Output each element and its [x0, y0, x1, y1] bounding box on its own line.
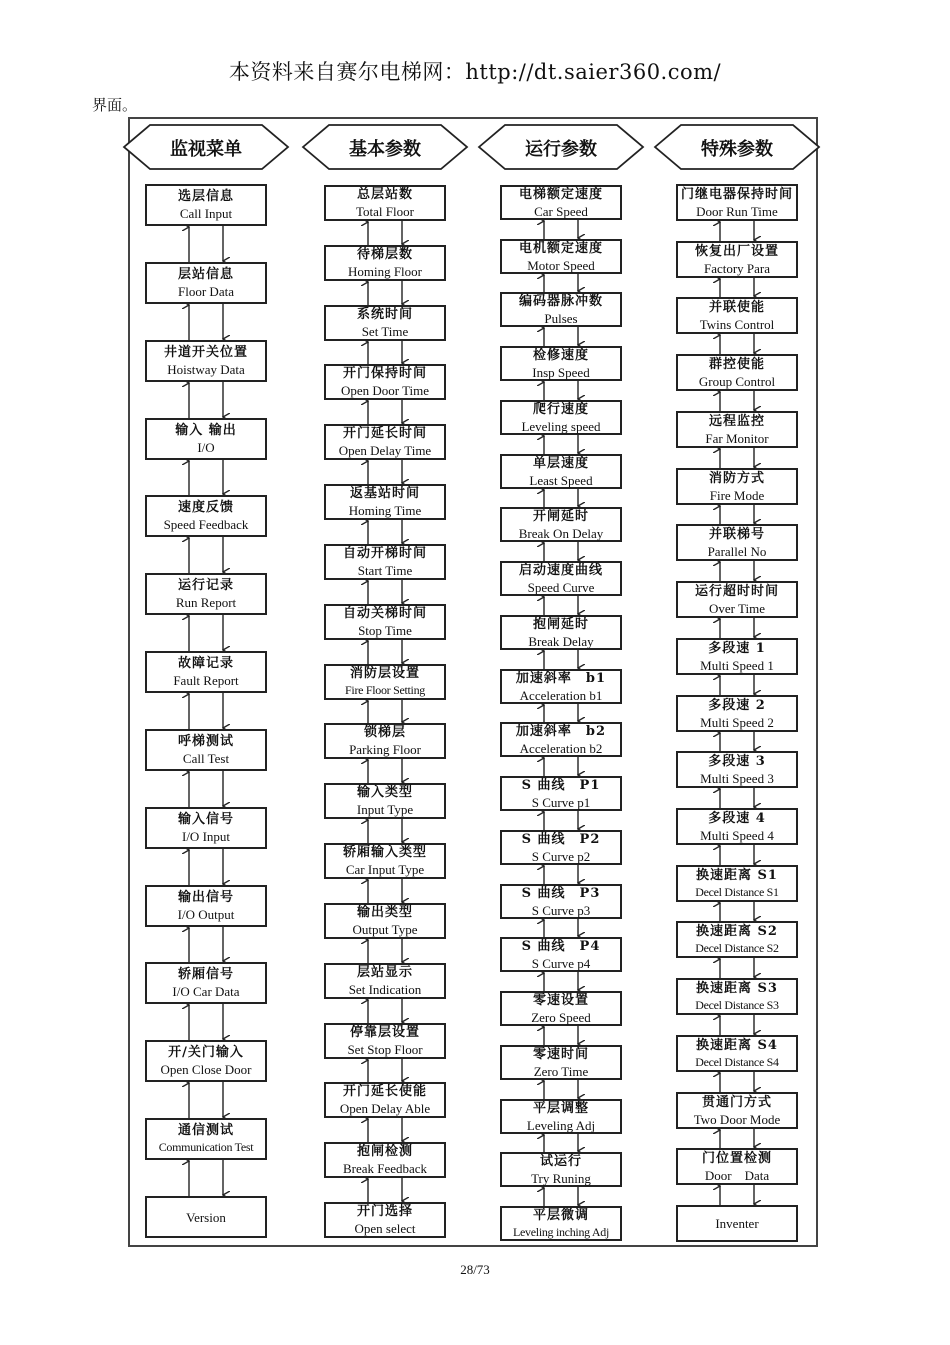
menu-item-box	[324, 903, 446, 939]
menu-item-box	[676, 808, 798, 845]
menu-item-chinese-label: 输出信号	[177, 890, 234, 905]
menu-item-box	[500, 991, 622, 1026]
menu-item-chinese-label: 通信测试	[177, 1123, 234, 1138]
menu-item-english-label: Set Indication	[348, 982, 422, 997]
menu-item-english-label: Multi Speed 1	[700, 657, 774, 673]
menu-item-english-label: S Curve p2	[531, 848, 591, 864]
menu-item-box	[145, 573, 267, 615]
menu-item-box	[324, 544, 446, 580]
menu-item-english-label: Total Floor	[356, 204, 414, 219]
menu-item-chinese-label: 系统时间	[356, 307, 413, 322]
menu-item-box	[676, 695, 798, 732]
menu-item-chinese-label: 轿厢信号	[177, 967, 234, 982]
menu-item-english-label: Decel Distance S4	[695, 1054, 779, 1069]
menu-item-box	[324, 783, 446, 819]
menu-item-chinese-label: 多段速 4	[708, 810, 766, 826]
menu-item-box	[145, 184, 267, 226]
menu-item-english-label: Car Speed	[534, 203, 588, 219]
menu-item-box	[500, 1206, 622, 1241]
menu-item-box	[324, 245, 446, 281]
menu-item-english-label: Decel Distance S3	[695, 997, 779, 1012]
menu-item-english-label: Fault Report	[173, 673, 239, 688]
menu-item-english-label: Acceleration b1	[519, 687, 603, 703]
menu-item-english-label: Group Control	[698, 373, 776, 389]
menu-item-box	[145, 1196, 267, 1238]
menu-item-box	[676, 638, 798, 675]
menu-item-chinese-label: 轿厢输入类型	[342, 845, 427, 860]
menu-item-box	[500, 239, 622, 274]
menu-item-box	[324, 1082, 446, 1118]
column-title: 基本参数	[349, 139, 421, 160]
menu-item-english-label: Call Test	[182, 751, 230, 766]
menu-item-chinese-label: 加速斜率 b1	[515, 670, 607, 686]
menu-item-english-label: Leveling inching Adj	[513, 1224, 609, 1239]
menu-item-chinese-label: 多段速 1	[708, 640, 766, 656]
menu-item-box	[145, 262, 267, 304]
menu-item-box	[500, 292, 622, 327]
menu-item-english-label: Decel Distance S1	[695, 884, 779, 899]
menu-item-chinese-label: 抱闸延时	[532, 616, 589, 632]
menu-item-box	[676, 751, 798, 788]
menu-item-chinese-label: 电梯额定速度	[518, 186, 603, 202]
column-title: 特殊参数	[701, 139, 773, 160]
menu-item-box	[500, 454, 622, 489]
menu-item-english-label: Twins Control	[699, 316, 775, 332]
menu-item-box	[324, 843, 446, 879]
menu-item-english-label: Speed Feedback	[163, 517, 249, 532]
menu-item-chinese-label: 换速距离 S4	[696, 1037, 778, 1053]
menu-item-box	[500, 615, 622, 650]
menu-item-chinese-label: 门继电器保持时间	[680, 186, 793, 202]
menu-item-english-label: Speed Curve	[527, 579, 595, 595]
menu-item-chinese-label: 消防层设置	[349, 666, 420, 681]
menu-item-english-label: Stop Time	[358, 623, 412, 638]
menu-item-chinese-label: 开门保持时间	[342, 366, 427, 381]
menu-item-english-label: S Curve p4	[531, 955, 591, 971]
menu-item-chinese-label: 输入 输出	[175, 423, 237, 438]
menu-item-chinese-label: 换速距离 S1	[696, 867, 778, 883]
menu-item-english-label: Set Stop Floor	[347, 1042, 423, 1057]
menu-item-box	[145, 885, 267, 927]
menu-item-box	[500, 830, 622, 865]
menu-item-chinese-label: 检修速度	[532, 347, 589, 363]
menu-item-chinese-label: 返基站时间	[349, 486, 420, 501]
menu-item-box	[145, 651, 267, 693]
menu-item-english-label: Inventer	[715, 1216, 759, 1231]
menu-item-box	[500, 185, 622, 220]
menu-item-chinese-label: 单层速度	[532, 455, 589, 471]
menu-item-english-label: Open Delay Time	[338, 443, 432, 458]
menu-item-english-label: Car Input Type	[345, 862, 425, 877]
menu-item-box	[324, 185, 446, 221]
page-header: 本资料来自赛尔电梯网：http://dt.saier360.com/	[228, 60, 722, 84]
menu-item-chinese-label: 开门延长使能	[342, 1084, 427, 1099]
menu-item-box	[500, 1045, 622, 1080]
menu-item-chinese-label: 运行超时时间	[694, 583, 779, 599]
menu-item-chinese-label: 门位置检测	[701, 1150, 772, 1166]
menu-item-chinese-label: 贯通门方式	[701, 1094, 772, 1110]
menu-item-box	[500, 1152, 622, 1187]
menu-item-chinese-label: 电机额定速度	[518, 240, 603, 256]
menu-item-chinese-label: 待梯层数	[356, 247, 413, 262]
menu-item-chinese-label: 开/关门输入	[168, 1045, 244, 1060]
menu-item-english-label: Communication Test	[158, 1140, 254, 1154]
menu-item-box	[500, 722, 622, 757]
menu-item-english-label: Leveling speed	[521, 418, 601, 434]
menu-item-english-label: Zero Speed	[531, 1009, 591, 1025]
menu-item-box	[324, 963, 446, 999]
menu-item-chinese-label: 并联梯号	[708, 526, 765, 542]
menu-item-english-label: Motor Speed	[527, 257, 595, 273]
menu-item-chinese-label: 运行记录	[177, 578, 234, 593]
menu-item-english-label: Try Runing	[531, 1170, 591, 1186]
menu-item-chinese-label: 远程监控	[708, 413, 765, 429]
menu-item-box	[324, 424, 446, 460]
menu-item-english-label: S Curve p1	[531, 794, 591, 810]
menu-item-chinese-label: 停靠层设置	[349, 1025, 420, 1040]
menu-item-box	[500, 669, 622, 704]
menu-item-chinese-label: 层站信息	[177, 267, 234, 282]
menu-item-chinese-label: 多段速 3	[708, 753, 766, 769]
menu-item-chinese-label: 输入类型	[356, 785, 413, 800]
menu-item-box	[500, 561, 622, 596]
menu-item-box	[145, 729, 267, 771]
menu-item-chinese-label: 换速距离 S2	[696, 923, 778, 939]
menu-item-box	[324, 1202, 446, 1238]
menu-item-english-label: Run Report	[175, 595, 237, 610]
menu-item-box	[145, 1040, 267, 1082]
menu-item-chinese-label: 抱闸检测	[356, 1144, 413, 1159]
menu-item-box	[676, 1035, 798, 1072]
menu-item-english-label: Hoistway Data	[167, 362, 245, 377]
menu-item-chinese-label: S 曲线 P1	[521, 777, 601, 793]
menu-item-chinese-label: 锁梯层	[363, 725, 406, 740]
menu-item-english-label: Multi Speed 4	[700, 827, 774, 843]
menu-item-english-label: Open Close Door	[160, 1062, 252, 1077]
page-number: 28/73	[460, 1262, 490, 1277]
menu-item-english-label: Break Delay	[528, 633, 594, 649]
menu-item-box	[676, 921, 798, 958]
menu-item-box	[145, 495, 267, 537]
menu-item-chinese-label: 速度反馈	[177, 500, 234, 515]
menu-item-english-label: S Curve p3	[531, 902, 591, 918]
menu-item-english-label: Open select	[354, 1221, 416, 1236]
menu-item-box	[500, 776, 622, 811]
menu-item-chinese-label: 故障记录	[177, 656, 234, 671]
menu-item-chinese-label: 平层微调	[532, 1207, 589, 1223]
menu-item-chinese-label: 换速距离 S3	[696, 980, 778, 996]
menu-item-box	[145, 962, 267, 1004]
menu-item-english-label: Factory Para	[703, 260, 771, 276]
menu-item-english-label: Multi Speed 2	[700, 714, 774, 730]
menu-item-box	[324, 604, 446, 640]
menu-item-chinese-label: 平层调整	[532, 1100, 589, 1116]
menu-item-box	[500, 346, 622, 381]
menu-item-english-label: Version	[186, 1209, 226, 1225]
menu-item-box	[676, 1148, 798, 1185]
menu-item-box	[145, 418, 267, 460]
menu-item-english-label: Homing Time	[348, 503, 422, 518]
menu-item-english-label: Parallel No	[707, 543, 767, 559]
preceding-text: 界面。	[92, 96, 138, 114]
menu-item-box	[145, 1118, 267, 1160]
menu-item-chinese-label: 层站显示	[356, 965, 413, 980]
menu-item-box	[676, 865, 798, 902]
menu-item-chinese-label: 加速斜率 b2	[515, 723, 607, 739]
menu-item-box	[324, 364, 446, 400]
menu-item-box	[145, 807, 267, 849]
menu-item-english-label: I/O	[197, 440, 215, 455]
menu-item-english-label: Fire Floor Setting	[345, 683, 425, 697]
menu-item-box	[676, 297, 798, 334]
menu-item-chinese-label: 呼梯测试	[177, 734, 234, 749]
menu-item-chinese-label: 井道开关位置	[163, 345, 248, 360]
menu-item-english-label: Door Data	[704, 1167, 770, 1183]
menu-item-english-label: Open Delay Able	[339, 1101, 431, 1116]
menu-item-box	[676, 1092, 798, 1129]
menu-item-box	[500, 937, 622, 972]
menu-item-chinese-label: 开闸延时	[532, 508, 589, 524]
menu-item-box	[500, 1099, 622, 1134]
menu-item-chinese-label: 爬行速度	[532, 401, 589, 417]
menu-item-chinese-label: 恢复出厂设置	[694, 243, 779, 259]
menu-item-english-label: Start Time	[357, 563, 413, 578]
menu-item-english-label: Input Type	[356, 802, 414, 817]
menu-item-chinese-label: 启动速度曲线	[518, 562, 603, 578]
menu-item-chinese-label: 并联使能	[708, 299, 765, 315]
menu-item-english-label: I/O Output	[177, 907, 235, 922]
menu-item-chinese-label: 总层站数	[356, 187, 413, 202]
menu-item-english-label: Over Time	[709, 600, 765, 616]
menu-item-english-label: Acceleration b2	[519, 740, 603, 756]
column-title: 监视菜单	[170, 139, 242, 160]
menu-item-english-label: Door Run Time	[696, 203, 778, 219]
menu-item-english-label: Homing Floor	[347, 264, 423, 279]
menu-item-box	[676, 581, 798, 618]
menu-item-chinese-label: 试运行	[539, 1153, 582, 1169]
menu-item-box	[500, 884, 622, 919]
menu-item-box	[500, 400, 622, 435]
menu-item-english-label: Decel Distance S2	[695, 940, 779, 955]
menu-item-chinese-label: 群控使能	[708, 356, 765, 372]
menu-item-english-label: Leveling Adj	[526, 1117, 596, 1133]
menu-item-box	[324, 664, 446, 700]
menu-item-box	[676, 241, 798, 278]
menu-item-chinese-label: S 曲线 P4	[521, 938, 601, 954]
menu-item-english-label: Break Feedback	[342, 1161, 428, 1176]
menu-item-english-label: Multi Speed 3	[700, 770, 774, 786]
menu-item-english-label: Two Door Mode	[693, 1111, 781, 1127]
menu-item-chinese-label: 输出类型	[356, 905, 413, 920]
menu-item-box	[676, 978, 798, 1015]
menu-item-chinese-label: 零速设置	[532, 992, 589, 1008]
menu-item-chinese-label: S 曲线 P3	[521, 885, 601, 901]
menu-item-box	[676, 184, 798, 221]
menu-item-english-label: Call Input	[179, 206, 233, 221]
menu-item-box	[324, 1142, 446, 1178]
menu-item-english-label: I/O Car Data	[172, 984, 240, 999]
menu-item-english-label: Fire Mode	[709, 487, 765, 503]
menu-item-chinese-label: 开门延长时间	[342, 426, 427, 441]
menu-item-box	[324, 484, 446, 520]
menu-item-chinese-label: 消防方式	[708, 470, 765, 486]
menu-item-box	[324, 723, 446, 759]
menu-item-english-label: Floor Data	[178, 284, 234, 299]
menu-item-box	[324, 1023, 446, 1059]
menu-item-english-label: Pulses	[544, 310, 578, 326]
menu-item-box	[145, 340, 267, 382]
menu-item-box	[676, 468, 798, 505]
menu-item-chinese-label: 零速时间	[532, 1046, 589, 1062]
menu-item-box	[324, 305, 446, 341]
menu-item-english-label: I/O Input	[181, 829, 231, 844]
menu-item-english-label: Zero Time	[533, 1063, 589, 1079]
menu-item-english-label: Insp Speed	[532, 364, 590, 380]
menu-item-english-label: Break On Delay	[518, 525, 604, 541]
column-title: 运行参数	[525, 139, 597, 160]
menu-item-chinese-label: 自动开梯时间	[342, 546, 427, 561]
menu-item-chinese-label: 开门选择	[356, 1204, 413, 1219]
menu-item-chinese-label: S 曲线 P2	[521, 831, 601, 847]
menu-item-english-label: Parking Floor	[349, 742, 421, 757]
menu-item-chinese-label: 多段速 2	[708, 697, 766, 713]
menu-item-chinese-label: 自动关梯时间	[342, 606, 427, 621]
menu-item-box	[500, 507, 622, 542]
menu-item-english-label: Output Type	[352, 922, 418, 937]
menu-item-box	[676, 1205, 798, 1242]
menu-item-box	[676, 524, 798, 561]
menu-item-english-label: Least Speed	[529, 472, 593, 488]
menu-item-box	[676, 354, 798, 391]
menu-item-english-label: Set Time	[361, 324, 409, 339]
menu-item-english-label: Far Monitor	[705, 430, 769, 446]
menu-item-box	[676, 411, 798, 448]
menu-item-chinese-label: 选层信息	[177, 189, 234, 204]
menu-item-english-label: Open Door Time	[340, 383, 430, 398]
menu-item-chinese-label: 编码器脉冲数	[518, 293, 603, 309]
menu-item-chinese-label: 输入信号	[177, 812, 234, 827]
